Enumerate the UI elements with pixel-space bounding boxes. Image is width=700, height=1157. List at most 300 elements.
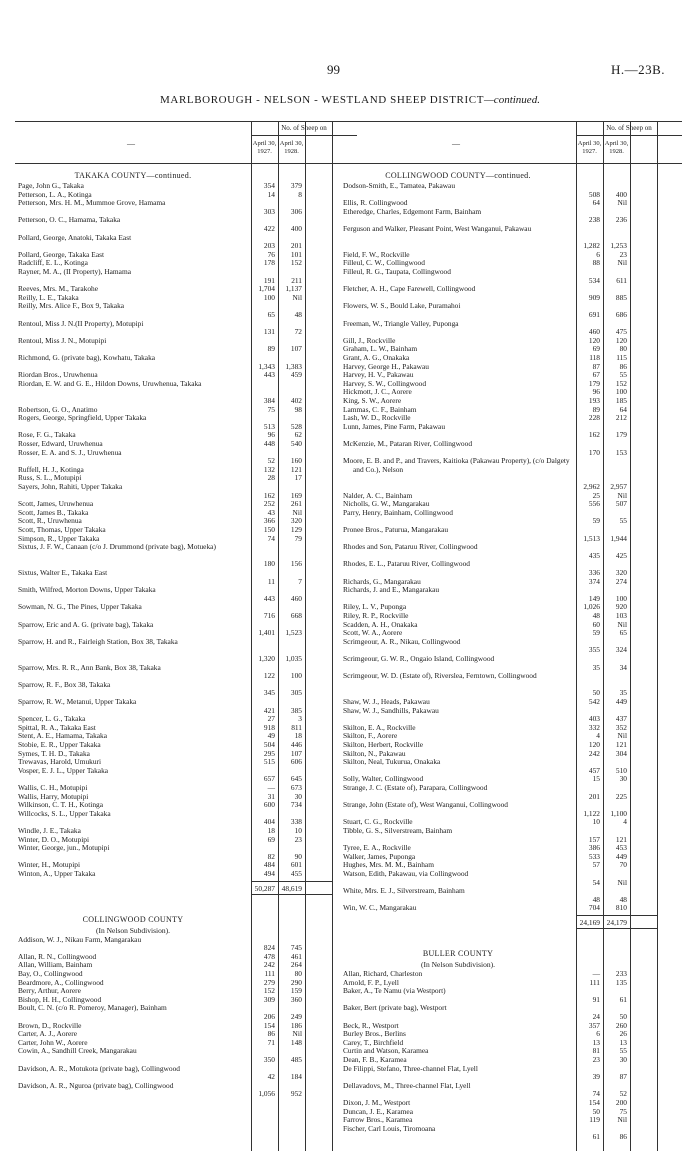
owner-name: Ellis, R. Collingwood (343, 198, 408, 208)
table-row (15, 810, 357, 827)
sheep-1928: 274 (615, 576, 627, 586)
sheep-1928: 55 (619, 1046, 627, 1056)
sheep-1928: 18 (294, 731, 302, 741)
owner-name: Carter, John W., Aorere (18, 1037, 88, 1047)
table-row (340, 827, 682, 844)
owner-name: Petterson, O. C., Hamama, Takaka (18, 215, 121, 225)
table-row (340, 440, 682, 457)
sheep-1928: 30 (619, 1055, 627, 1064)
sheep-1927: 238 (588, 215, 600, 225)
table-row (340, 302, 682, 319)
sheep-1927: 345 (263, 688, 275, 698)
sheep-1928: 485 (290, 1054, 302, 1064)
sheep-1928: 103 (615, 611, 627, 620)
owner-name: Strange, John (Estate of), West Wanganui, Collingwood (343, 800, 509, 810)
table-row (15, 681, 357, 698)
sheep-1927: 122 (263, 671, 275, 681)
owner-name: Skilton, Neal, Tukurua, Onakaka (343, 757, 441, 767)
owner-name: Grant, A. G., Onakaka (343, 353, 410, 362)
sheep-1928: 1,100 (610, 808, 627, 818)
name-column-header: — (127, 139, 135, 148)
sheep-1927: 81 (592, 1046, 600, 1056)
sheep-1928: 185 (615, 396, 627, 405)
sheep-1927: 513 (263, 421, 275, 431)
sheep-1928: 107 (290, 344, 302, 354)
sheep-1927: 193 (588, 396, 600, 405)
table-row (15, 216, 357, 233)
sheep-1927: 1,513 (583, 533, 600, 543)
sheep-1928: 90 (294, 851, 302, 861)
owner-name: Solly, Walter, Collingwood (343, 774, 424, 784)
total-rule-top (576, 915, 657, 916)
sheep-1928: 7 (298, 576, 302, 586)
sheep-1928: 400 (290, 223, 302, 233)
owner-name: Riordan, E. W. and G. E., Hildon Downs, Uruwhenua, Takaka (18, 378, 202, 388)
owner-name: Simpson, R., Upper Takaka (18, 533, 100, 543)
owner-name: Bay, O., Collingwood (18, 969, 83, 978)
owner-name: Russ, S. L., Motupipi (18, 473, 82, 483)
owner-name: Windle, J. E., Takaka (18, 826, 81, 835)
table-row (340, 1082, 682, 1099)
owner-name: Dellavadovs, M., Three-channel Flat, Lyell (343, 1080, 471, 1090)
owner-name: McKenzie, M., Pataran River, Collingwood (343, 439, 473, 448)
table-row (15, 1004, 357, 1021)
sheep-1927: 50 (592, 1106, 600, 1116)
sheep-1928: 459 (290, 370, 302, 380)
owner-name: Rogers, George, Springfield, Upper Takaka (18, 413, 147, 423)
owner-name: Rhodes, E. L., Pataruu River, Collingwood (343, 559, 470, 569)
sheep-1928: 686 (615, 309, 627, 319)
sheep-1927: 39 (592, 1072, 600, 1082)
owner-name: Freeman, W., Triangle Valley, Puponga (343, 318, 459, 328)
owner-name: Spittal, R. A., Takaka East (18, 722, 96, 732)
sheep-1928: 1,944 (610, 533, 627, 543)
sheep-1927: 824 (263, 943, 275, 953)
sheep-1927: 366 (263, 516, 275, 526)
owner-name: Vosper, E. J. L., Upper Takaka (18, 765, 109, 775)
table-row (340, 457, 682, 491)
sheep-1928: 75 (619, 1106, 627, 1116)
owner-name: Stent, A. E., Hamama, Takaka (18, 731, 108, 741)
sheep-1927: 657 (263, 774, 275, 784)
sheep-1927: 600 (263, 800, 275, 810)
sheep-1927: 435 (588, 550, 600, 560)
table-row (15, 380, 357, 406)
sheep-1928: 304 (615, 748, 627, 758)
sheep-1927: 96 (267, 430, 275, 440)
sheep-1927: 355 (588, 645, 600, 655)
table-row (15, 302, 357, 319)
owner-name: Riley, L. V., Puponga (343, 602, 407, 612)
sheep-1928: 62 (294, 430, 302, 440)
sheep-1927: 242 (263, 960, 275, 970)
sheep-1928: 3 (298, 714, 302, 724)
sheep-1927: 252 (263, 499, 275, 509)
sheep-1927: 332 (588, 722, 600, 732)
sheep-1928: 305 (290, 688, 302, 698)
sheep-1928: 100 (615, 593, 627, 603)
sheep-1927: 203 (263, 241, 275, 251)
sheep-1927: 23 (592, 1055, 600, 1064)
total-rule-bottom (251, 894, 332, 895)
owner-name: Winter, D. O., Motupipi (18, 834, 90, 844)
sheep-1927: 448 (263, 439, 275, 448)
owner-name: Rosser, E. A. and S. J., Uruwhenua (18, 447, 122, 457)
owner-name: Rentoul, Miss J. N., Motupipi (18, 335, 107, 345)
sheep-1928: 2,957 (610, 481, 627, 491)
owner-name: Cowin, A., Sandhill Creek, Mangarakau (18, 1046, 137, 1056)
sheep-1927: 533 (588, 851, 600, 861)
sheep-1928: 129 (290, 525, 302, 534)
table-row (340, 320, 682, 337)
sheep-1927: — (592, 969, 600, 978)
owner-name: Carey, T., Birchfield (343, 1037, 404, 1047)
sheep-1927: 59 (592, 516, 600, 526)
owner-name: Petterson, Mrs. H. M., Mummoe Grove, Hamama (18, 198, 166, 208)
sheep-1928: 1,137 (285, 284, 302, 294)
owner-name: Rosser, Edward, Uruwhenua (18, 439, 103, 448)
sheep-1927: 178 (263, 258, 275, 268)
sheep-1928: 260 (615, 1020, 627, 1030)
sheep-1928: 290 (290, 977, 302, 987)
section-heading: COLLINGWOOD COUNTY (82, 914, 184, 924)
sheep-1928: 23 (294, 834, 302, 844)
table-row (340, 887, 682, 904)
sheep-1927: 76 (267, 249, 275, 259)
table-row (340, 1065, 682, 1082)
owner-name: Nalder, A. C., Bainham (343, 490, 413, 500)
sheep-1928: Nil (617, 731, 627, 741)
owner-name: Win, W. C., Mangarakau (343, 903, 417, 913)
sheep-1928: 1,253 (610, 241, 627, 251)
sheep-1927: 556 (588, 499, 600, 509)
sheep-1928: Nil (292, 292, 302, 302)
section-heading: BULLER COUNTY (422, 949, 494, 958)
sheep-1927: 457 (588, 765, 600, 775)
owner-name: Scrimgeour, A. R., Nikau, Collingwood (343, 636, 461, 646)
sheep-1927: 1,122 (583, 808, 600, 818)
sheep-1928: 50 (619, 1011, 627, 1021)
sheep-1927: 150 (263, 525, 275, 534)
table-row (340, 987, 682, 1004)
sheep-1927: 89 (267, 344, 275, 354)
sheep-1927: 74 (592, 1089, 600, 1099)
table-row (15, 449, 357, 466)
sheep-1928: 645 (290, 774, 302, 784)
table-row (15, 337, 357, 354)
sheep-1928: 13 (619, 1037, 627, 1047)
sheep-1928: 61 (619, 994, 627, 1004)
sheep-1928: 320 (615, 567, 627, 577)
total-1927: 24,169 (579, 918, 600, 927)
sheep-1927: 1,320 (258, 653, 275, 663)
owner-name: Dixon, J. M., Westport (343, 1098, 411, 1107)
sheep-1927: 74 (267, 533, 275, 543)
sheep-1927: 508 (588, 189, 600, 199)
sheep-1928: 461 (290, 951, 302, 961)
sheep-1927: 1,056 (258, 1089, 275, 1099)
sheep-1927: 421 (263, 705, 275, 715)
header-rule-top (15, 121, 357, 122)
sheep-1927: 206 (263, 1011, 275, 1021)
owner-name: Rose, F. G., Takaka (18, 430, 76, 440)
owner-name: Winter, George, jun., Motupipi (18, 843, 110, 853)
sheep-1928: 449 (615, 697, 627, 706)
sheep-1927: 64 (592, 198, 600, 208)
sheep-1927: 484 (263, 860, 275, 870)
owner-name: Lammas, C. F., Bainham (343, 404, 417, 414)
sheep-1927: 403 (588, 714, 600, 724)
table-row (15, 199, 357, 216)
sheep-1927: 57 (592, 860, 600, 870)
sheep-1927: 295 (263, 748, 275, 758)
owner-name: Shaw, W. J., Heads, Pakawau (343, 697, 430, 706)
owner-name: Riley, R. P., Rockville (343, 611, 409, 620)
sheep-1928: 35 (619, 688, 627, 698)
sheep-1927: 118 (589, 353, 600, 362)
sheep-1928: 184 (290, 1072, 302, 1082)
sheep-1927: 96 (592, 387, 600, 397)
sheep-1928: 211 (291, 275, 302, 285)
sheep-1927: 25 (592, 490, 600, 500)
page-header (0, 62, 700, 82)
sheep-1927: 357 (588, 1020, 600, 1030)
owner-name: Scott, James, Uruwhenua (18, 499, 94, 509)
sheep-1927: 303 (263, 206, 275, 216)
owner-name: Skilton, E. A., Rockville (343, 722, 416, 732)
sheep-1927: 120 (588, 335, 600, 345)
sheep-1928: 153 (615, 447, 627, 457)
sheep-1927: 18 (267, 826, 275, 835)
table-row (340, 758, 682, 775)
sheep-1928: 86 (619, 361, 627, 371)
sheep-1928: 1,523 (285, 628, 302, 638)
owner-name: Scott, James B., Takaka (18, 507, 89, 517)
sheep-1928: 79 (294, 533, 302, 543)
sheep-1927: 354 (263, 181, 275, 190)
owner-name: Symes, T. H. D., Takaka (18, 748, 90, 758)
sheep-1927: 4 (596, 731, 600, 741)
sheep-1928: 249 (290, 1011, 302, 1021)
owner-name: Dean, F. B., Karamea (343, 1055, 407, 1064)
sheep-1927: 180 (263, 559, 275, 569)
sheep-1927: 61 (592, 1132, 600, 1142)
sheep-1927: 87 (592, 361, 600, 371)
owner-name: Sparrow, Eric and A. G. (private bag), Takaka (18, 619, 154, 629)
sheep-1927: 60 (592, 619, 600, 629)
sheep-1928: 338 (290, 817, 302, 827)
owner-name: Lash, W. D., Rockville (343, 413, 411, 423)
sheep-1928: 455 (290, 869, 302, 878)
sheep-1928: 17 (294, 473, 302, 483)
owner-name: Sparrow, H. and R., Fairleigh Station, Box 38, Takaka (18, 636, 178, 646)
owner-name: De Filippi, Stefano, Three-channel Flat, Lyell (343, 1063, 478, 1073)
owner-name: Sparrow, R. W., Metanui, Upper Takaka (18, 697, 137, 706)
sheep-1928: 186 (290, 1020, 302, 1030)
sheep-1928: 55 (619, 516, 627, 526)
owner-name: Page, John G., Takaka (18, 181, 84, 190)
sheep-1927: 42 (267, 1072, 275, 1082)
sheep-1927: 154 (588, 1098, 600, 1107)
sheep-1927: 1,282 (583, 241, 600, 251)
sheep-1928: 101 (290, 249, 302, 259)
owner-name: Scott, Thomas, Upper Takaka (18, 525, 106, 534)
sheep-1927: 515 (263, 757, 275, 767)
owner-name: Sayers, John, Rahiti, Upper Takaka (18, 482, 123, 491)
sheep-1927: 157 (588, 834, 600, 844)
column-1927-header: April 30, 1927. (252, 140, 277, 155)
sheep-1928: 745 (290, 943, 302, 953)
owner-name: Trewavas, Harold, Umukuri (18, 757, 102, 767)
sheep-1927: 6 (596, 249, 600, 259)
sheep-1928: 1,035 (285, 653, 302, 663)
sheep-1927: 242 (588, 748, 600, 758)
table-row (340, 560, 682, 577)
sheep-1927: 279 (263, 977, 275, 987)
owner-name: Allan, William, Bainham (18, 960, 93, 970)
sheep-1927: 1,401 (258, 628, 275, 638)
table-row (340, 707, 682, 724)
sheep-1927: 48 (592, 611, 600, 620)
table-row (15, 1082, 357, 1099)
sheep-1928: 449 (615, 851, 627, 861)
owner-name: Sowman, N. G., The Pines, Upper Takaka (18, 602, 142, 612)
owner-name: Sixtus, Walter E., Takaka East (18, 568, 108, 577)
sheep-1927: 48 (592, 894, 600, 904)
owner-name: Flowers, W. S., Bould Lake, Puramahoi (343, 301, 461, 311)
column-1928-header: April 30, 1928. (604, 140, 629, 155)
owner-name: Pollard, George, Anatoki, Takaka East (18, 232, 132, 242)
sheep-1928: 460 (290, 593, 302, 603)
owner-name: Scrimgeour, G. W. R., Ongaio Island, Collingwood (343, 654, 495, 663)
sheep-1928: 261 (290, 499, 302, 509)
sheep-1927: — (267, 783, 275, 792)
sheep-1927: 534 (588, 275, 600, 285)
table-row (15, 483, 357, 500)
sheep-1928: 179 (615, 430, 627, 440)
sheep-1928: 810 (615, 903, 627, 913)
sheep-1927: 69 (592, 344, 600, 354)
sheep-1927: 111 (264, 969, 275, 978)
owner-name: Sparrow, R. F., Box 38, Takaka (18, 679, 111, 689)
owner-name: Hughes, Mrs. M. M., Bainham (343, 860, 434, 870)
sheep-1927: 88 (592, 258, 600, 268)
sheep-1928: 920 (615, 602, 627, 612)
sheep-1928: 4 (623, 817, 627, 827)
owner-name: King, S. W., Aorere (343, 396, 402, 405)
sheep-1928: 453 (615, 843, 627, 853)
sheep-1928: 115 (616, 353, 627, 362)
sheep-1928: 952 (290, 1089, 302, 1099)
owner-name: Smith, Wilfred, Morton Downs, Upper Takaka (18, 585, 156, 595)
sheep-1927: 228 (588, 413, 600, 423)
sheep-1928: 34 (619, 662, 627, 672)
table-row (15, 320, 357, 337)
sheep-1927: 504 (263, 740, 275, 749)
sheep-1927: 15 (592, 774, 600, 784)
sheep-1927: 10 (592, 817, 600, 827)
sheep-1927: 86 (267, 1029, 275, 1039)
sheep-1928: 30 (294, 791, 302, 801)
owner-name: Curtin and Watson, Karamea (343, 1046, 429, 1056)
table-row (340, 509, 682, 526)
section-subheading: (In Nelson Subdivision). (421, 960, 495, 969)
owner-name: Carter, A. J., Aorere (18, 1029, 78, 1039)
table-row (15, 1065, 357, 1082)
owner-name: Ruffell, H. J., Kotinga (18, 464, 84, 474)
sheep-count-header: No. of Sheep on (281, 124, 327, 132)
sheep-1928: 320 (290, 516, 302, 526)
sheep-1927: 460 (588, 327, 600, 337)
sheep-1928: 48 (294, 309, 302, 319)
sheep-1928: 379 (290, 181, 302, 190)
sheep-1927: 52 (267, 456, 275, 466)
sheep-1927: 422 (263, 223, 275, 233)
sheep-1928: 48 (619, 894, 627, 904)
table-row (15, 268, 357, 285)
title-continued: —continued. (484, 94, 540, 106)
sheep-1928: Nil (617, 877, 627, 887)
sheep-1927: 909 (588, 292, 600, 302)
section-heading: COLLINGWOOD COUNTY—continued. (385, 171, 531, 180)
owner-name: Scott, R., Uruwhenua (18, 516, 82, 526)
sheep-1927: 119 (589, 1115, 600, 1125)
sheep-1928: 64 (619, 404, 627, 414)
sheep-1927: 443 (263, 593, 275, 603)
owner-name: Fischer, Carl Louis, Tiromoana (343, 1123, 436, 1133)
total-1927: 50,287 (254, 883, 275, 893)
sheep-1928: Nil (292, 507, 302, 517)
table-row (340, 1125, 682, 1142)
sheep-1928: 121 (290, 464, 302, 474)
total-rule-bottom (576, 928, 657, 929)
sheep-1928: 201 (290, 241, 302, 251)
sheep-1927: 67 (592, 370, 600, 380)
table-row (340, 801, 682, 818)
sheep-1927: 28 (267, 473, 275, 483)
sheep-1928: Nil (617, 258, 627, 268)
sheep-1928: 148 (290, 1037, 302, 1047)
owner-name: Rayner, M. A., (II Property), Hamama (18, 267, 131, 276)
owner-name: Reilly, Mrs. Alice F., Box 9, Takaka (18, 301, 125, 311)
sheep-1928: Nil (292, 1029, 302, 1039)
owner-name: Dodson-Smith, E., Tamatea, Pakawau (343, 181, 456, 190)
owner-name: Allan, Richard, Charleston (343, 969, 423, 978)
owner-name: Shaw, W. J., Sandhills, Pakawau (343, 705, 439, 715)
owner-name: Strange, J. C. (Estate of), Parapara, Collingwood (343, 783, 488, 792)
owner-name: Moore, E. B. and P., and Travers, Kaitioka (Pakawau Property), (c/o Dalgety and Co.), Nelson (343, 456, 572, 474)
owner-name: Pollard, George, Takaka East (18, 249, 105, 259)
table-row (340, 638, 682, 655)
sheep-1927: 716 (263, 610, 275, 620)
sheep-1928: 400 (615, 189, 627, 199)
owner-name: Stobie, E. R., Upper Takaka (18, 740, 101, 749)
sheep-1928: 885 (615, 292, 627, 302)
sheep-1927: 386 (588, 843, 600, 853)
owner-name: Addison, W. J., Nikau Farm, Mangarakau (18, 934, 142, 944)
sheep-1927: 75 (267, 404, 275, 414)
sheep-1928: 100 (290, 671, 302, 681)
sheep-1927: 2,962 (583, 481, 600, 491)
sheep-1928: 26 (619, 1029, 627, 1039)
owner-name: Skilton, F., Aorere (343, 731, 398, 741)
sheep-1928: 152 (290, 258, 302, 268)
owner-name: Scrimgeour, W. D. (Estate of), Riverslea, Ferntown, Collingwood (343, 671, 537, 681)
owner-name: Duncan, J. E., Karamea (343, 1106, 413, 1116)
sheep-1928: 540 (290, 439, 302, 448)
sheep-1927: 24 (592, 1011, 600, 1021)
sheep-1927: 49 (267, 731, 275, 741)
